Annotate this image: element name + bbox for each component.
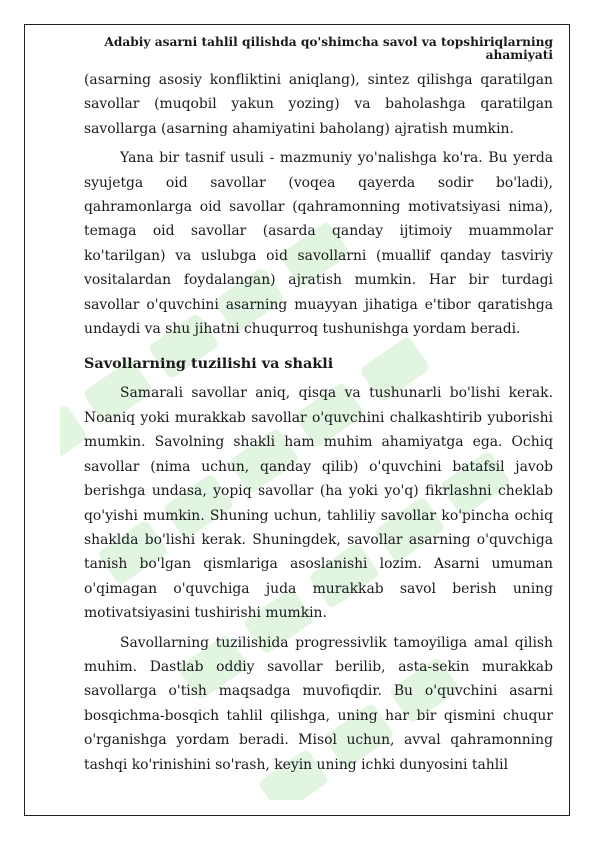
paragraph-1: (asarning asosiy konfliktini aniqlang), sintez qilishga qaratilgan savollar (muqobil yakun yozing) va baholashga qaratilgan savollarga (asarning ahamiyatini baholang) ajratish mumkin.	[84, 72, 553, 137]
page-content	[84, 36, 553, 777]
running-header: Adabiy asarni tahlil qilishda qo'shimcha savol va topshiriqlarning ahamiyati	[104, 35, 553, 62]
section-heading: Savollarning tuzilishi va shakli	[84, 355, 334, 373]
paragraph-3: Samarali savollar aniq, qisqa va tushunarli bo'lishi kerak. Noaniq yoki murakkab savollar o'quvchini chalkashtirib yuborishi mumkin. Savolning shakli ham muhim ahamiyatga ega. Ochiq savollar (nima uchun, qanday qilib) o'quvchini batafsil javob berishga undasa, yopiq savollar (ha yoki yo'q) fikrlashni cheklab qo'yishi mumkin. Shuning uchun, tahliliy savollar ko'pincha ochiq shaklda bo'lishi kerak. Shuningdek, savollar asarning o'quvchiga tanish bo'lgan qismlariga asoslanishi lozim. Asarni umuman o'qimagan o'quvchiga juda murakkab savol berish uning motivatsiyasini tushirishi mumkin.	[84, 385, 553, 622]
paragraph-4: Savollarning tuzilishida progressivlik tamoyiliga amal qilish muhim. Dastlab oddiy savollar berilib, asta-sekin murakkab savollarga o'tish maqsadga muvofiqdir. Bu o'quvchini asarni bosqichma-bosqich tahlil qilishga, uning har bir qismini chuqur o'rganishga yordam beradi. Misol uchun, avval qahramonning tashqi ko'rinishini so'rash, keyin uning ichki dunyosini tahlil	[84, 634, 553, 773]
paragraph-2: Yana bir tasnif usuli - mazmuniy yo'nalishga ko'ra. Bu yerda syujetga oid savollar (voqea qayerda sodir bo'ladi), qahramonlarga oid savollar (qahramonning motivatsiyasi nima), temaga oid savollar (asarda qanday ijtimoiy muammolar ko'tarilgan) va uslubga oid savollarni (muallif qanday tasviriy vositalardan foydalangan) ajratish mumkin. Har bir turdagi savollar o'quvchini asarning muayyan jihatiga e'tibor qaratishga undaydi va shu jihatni chuqurroq tushunishga yordam beradi.	[84, 150, 553, 338]
